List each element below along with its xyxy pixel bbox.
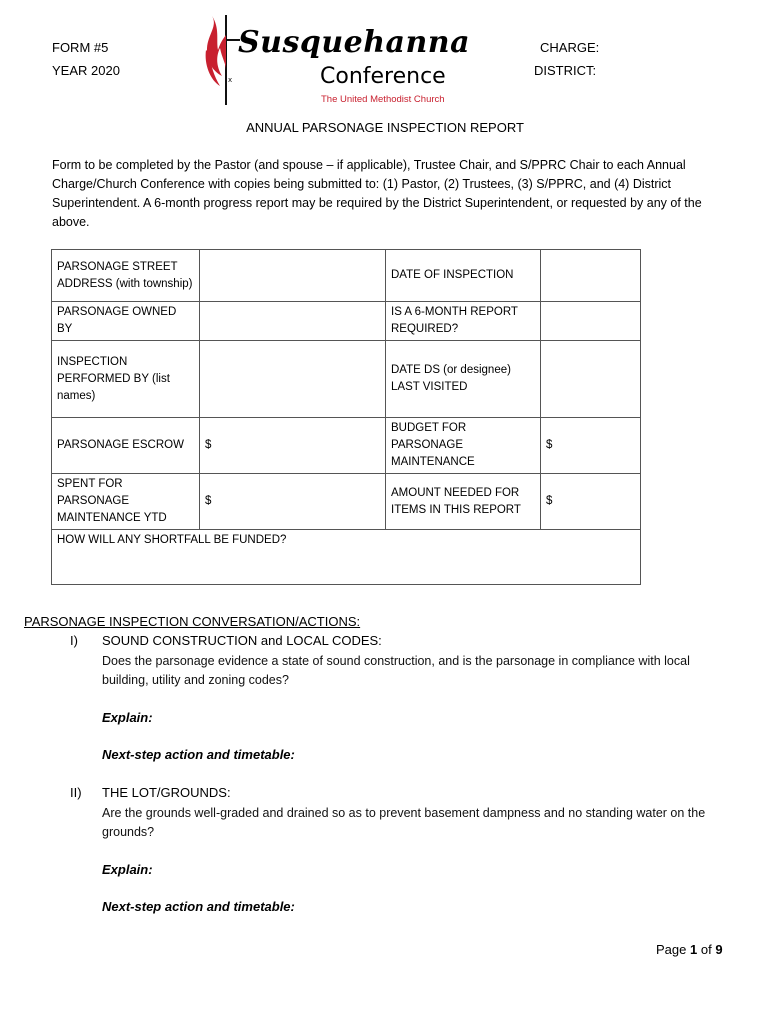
form-year: YEAR 2020 — [52, 63, 120, 78]
intro-paragraph: Form to be completed by the Pastor (and spouse – if applicable), Trustee Chair, and S/PPRC Chair to each Annual Charge/Church Conference with copies being submitted to: (1) Pastor, (2) Trustees, (3) S/PPRC, and (4) District Superintendent. A 6-month progress report may be required by the District Superintendent, or requested by any of the above. — [52, 158, 702, 229]
owned-by-field[interactable] — [200, 302, 386, 341]
form-number: FORM #5 — [52, 40, 109, 55]
total-pages: 9 — [715, 942, 723, 957]
table-row — [52, 341, 641, 418]
table-row — [52, 250, 641, 302]
explain-label: Explain: — [102, 710, 153, 725]
inspection-date-field[interactable] — [541, 250, 641, 302]
inspection-date-label: DATE OF INSPECTION — [386, 250, 541, 302]
brand-tagline: The United Methodist Church — [321, 94, 445, 105]
escrow-label: PARSONAGE ESCROW — [52, 418, 200, 474]
escrow-field[interactable]: $ — [200, 418, 386, 474]
conversation-title: PARSONAGE INSPECTION CONVERSATION/ACTIONS: — [24, 614, 361, 629]
ds-visited-label: DATE DS (or designee) LAST VISITED — [386, 341, 541, 418]
shortfall-label: HOW WILL ANY SHORTFALL BE FUNDED? — [57, 534, 287, 546]
shortfall-field[interactable] — [52, 530, 641, 585]
explain-label: Explain: — [102, 862, 153, 877]
charge-label: CHARGE: — [540, 40, 600, 55]
item-numeral: II) — [70, 785, 82, 800]
conference-logo — [200, 10, 471, 110]
six-month-field[interactable] — [541, 302, 641, 341]
current-page: 1 — [690, 942, 698, 957]
item-question: Does the parsonage evidence a state of sound construction, and is the parsonage in compliance with local building, utility and zoning codes? — [102, 654, 690, 687]
item-numeral: I) — [70, 633, 78, 648]
spent-field[interactable]: $ — [200, 474, 386, 530]
six-month-label: IS A 6-MONTH REPORT REQUIRED? — [386, 302, 541, 341]
item-question: Are the grounds well-graded and drained so as to prevent basement dampness and no standing water on the grounds? — [102, 806, 706, 839]
spent-label: SPENT FOR PARSONAGE MAINTENANCE YTD — [52, 474, 200, 530]
item-title: SOUND CONSTRUCTION and LOCAL CODES: — [102, 633, 382, 648]
budget-label: BUDGET FOR PARSONAGE MAINTENANCE — [386, 418, 541, 474]
table-row — [52, 418, 641, 474]
brand-name: Susquehanna — [238, 25, 471, 60]
next-step-label: Next-step action and timetable: — [102, 747, 295, 762]
page-word: Page — [656, 942, 687, 957]
brand-conference: Conference — [320, 64, 446, 89]
table-row — [52, 474, 641, 530]
amount-needed-label: AMOUNT NEEDED FOR ITEMS IN THIS REPORT — [386, 474, 541, 530]
district-label: DISTRICT: — [534, 63, 597, 78]
table-row — [52, 302, 641, 341]
page-number — [656, 942, 723, 957]
owned-by-label: PARSONAGE OWNED BY — [52, 302, 200, 341]
street-address-label: PARSONAGE STREET ADDRESS (with township) — [52, 250, 200, 302]
street-address-field[interactable] — [200, 250, 386, 302]
inspection-by-field[interactable] — [200, 341, 386, 418]
inspection-by-label: INSPECTION PERFORMED BY (list names) — [52, 341, 200, 418]
svg-text:x: x — [228, 76, 233, 84]
info-table — [51, 249, 641, 585]
amount-needed-field[interactable]: $ — [541, 474, 641, 530]
budget-field[interactable]: $ — [541, 418, 641, 474]
report-title: ANNUAL PARSONAGE INSPECTION REPORT — [246, 120, 524, 135]
next-step-label: Next-step action and timetable: — [102, 899, 295, 914]
item-title: THE LOT/GROUNDS: — [102, 785, 231, 800]
ds-visited-field[interactable] — [541, 341, 641, 418]
of-word: of — [700, 942, 712, 957]
table-row — [52, 530, 641, 585]
